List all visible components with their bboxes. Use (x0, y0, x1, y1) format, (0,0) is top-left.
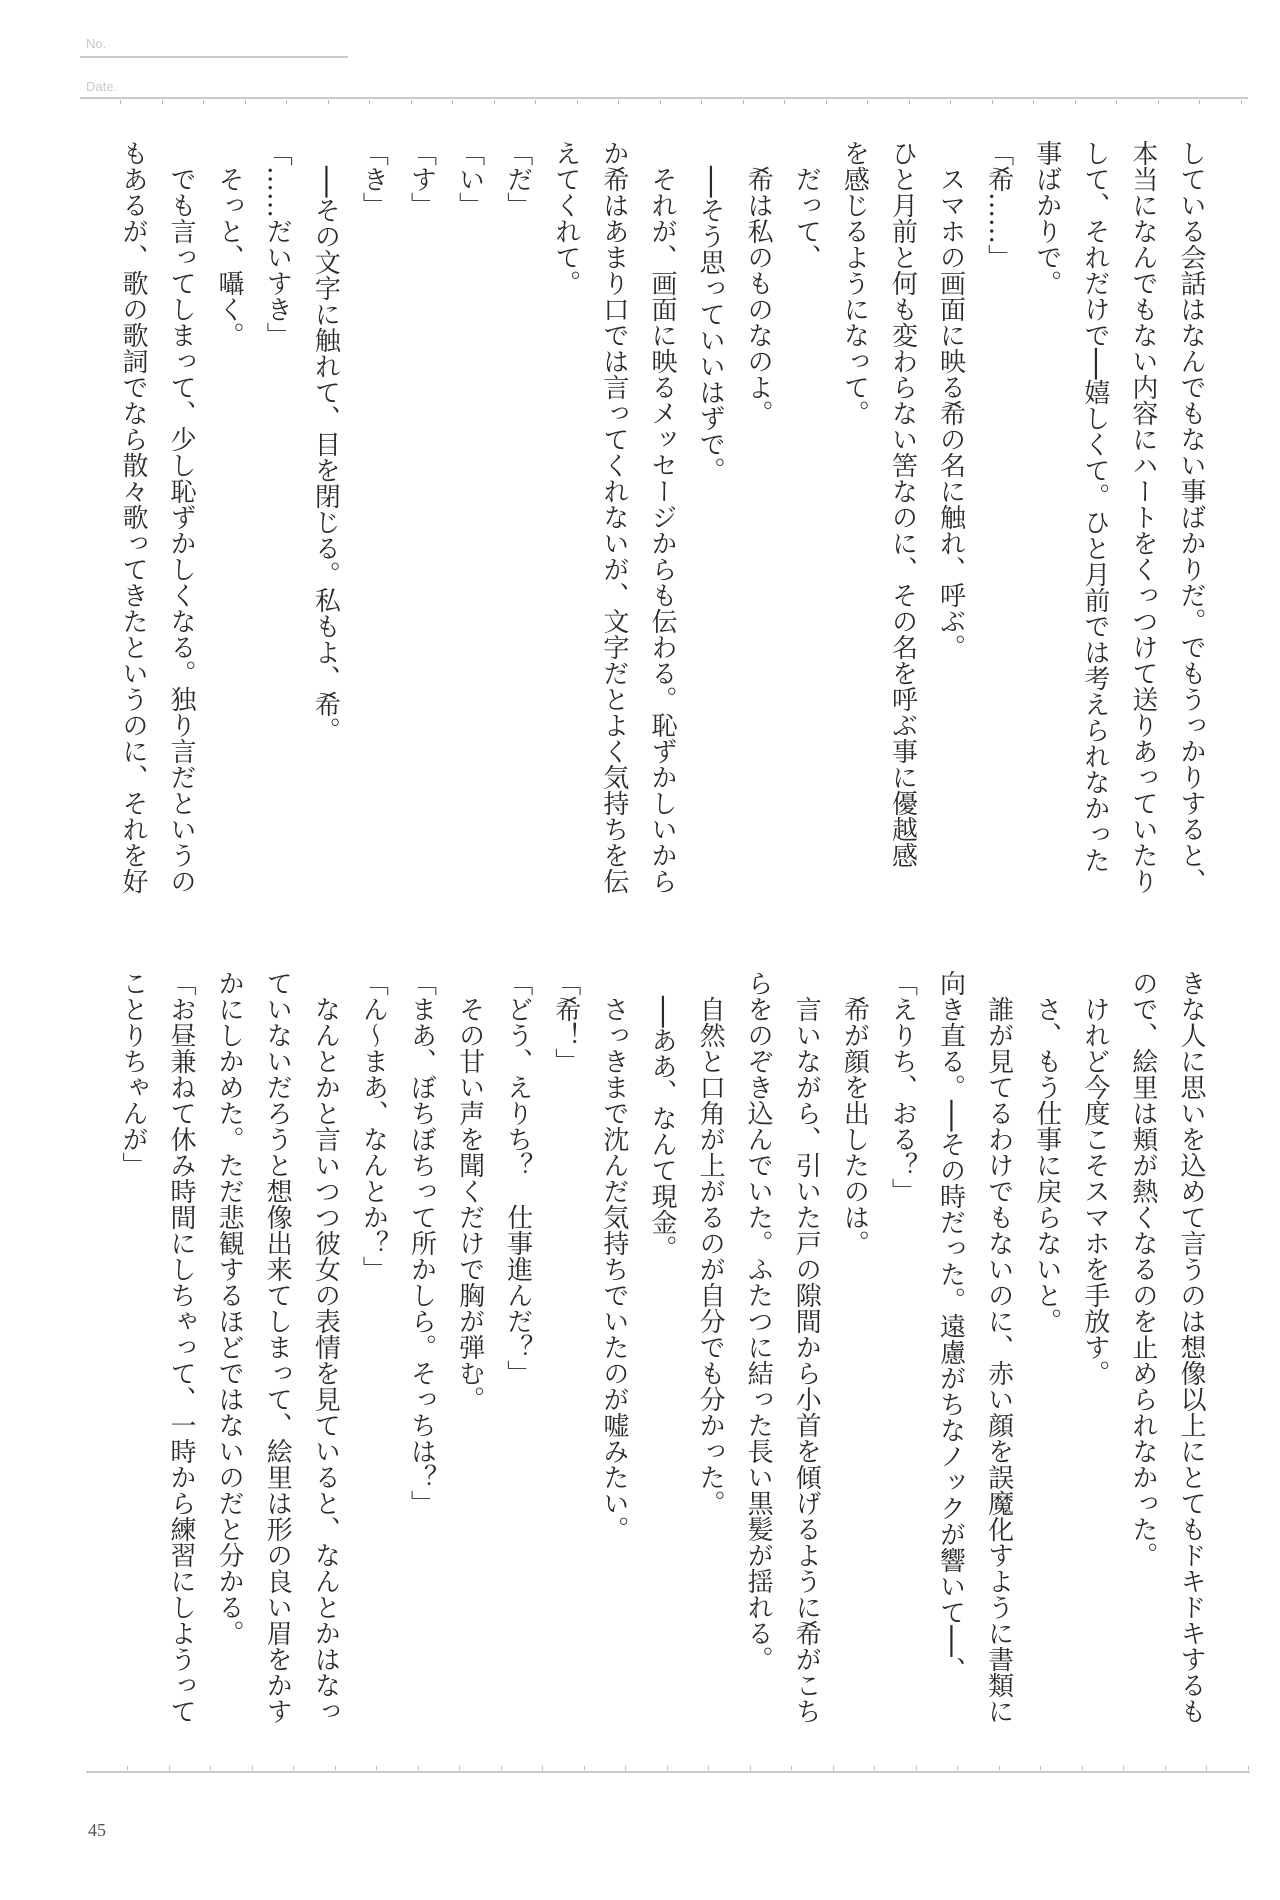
ruler-tick (245, 100, 246, 104)
ruler-tick (660, 100, 661, 104)
text-column: 「……だいすき」 (262, 140, 293, 348)
bottom-text-block (109, 970, 1215, 1730)
ruler-tick (418, 1766, 419, 1770)
text-column: ことりちゃんが」 (117, 970, 148, 1178)
text-column: でも言ってしまって、少し恥ずかしくなる。独り言だというの (166, 140, 197, 894)
bottom-ruler-line (86, 1771, 1250, 1773)
text-column: 「まあ、ぼちぼちって所かしら。そっちは？」 (406, 970, 437, 1516)
ruler-tick (203, 100, 204, 104)
text-column: 向き直る。──その時だった。遠慮がちなノックが響いて──、 (935, 970, 966, 1683)
ruler-tick (210, 1766, 211, 1770)
ruler-tick (1165, 1766, 1166, 1770)
date-label: Date. (86, 79, 118, 94)
ruler-tick (1241, 100, 1242, 104)
ruler-tick (909, 100, 910, 104)
top-ruler-line (80, 97, 1248, 99)
ruler-tick (452, 100, 453, 104)
text-column: か希はあまり口では言ってくれないが、文字だとよく気持ちを伝 (598, 140, 629, 894)
ruler-tick (743, 100, 744, 104)
text-column: 「す」 (406, 140, 437, 218)
ruler-tick (1248, 1766, 1249, 1770)
ruler-tick (328, 100, 329, 104)
ruler-tick (577, 100, 578, 104)
ruler-tick (535, 100, 536, 104)
ruler-tick (494, 100, 495, 104)
ruler-tick (784, 100, 785, 104)
ruler-tick (286, 100, 287, 104)
ruler-tick (162, 100, 163, 104)
no-field-line (80, 56, 348, 58)
top-text-block (109, 140, 1215, 900)
text-column: その甘い声を聞くだけで胸が弾む。 (454, 970, 485, 1412)
text-column: けれど今度こそスマホを手放す。 (1079, 970, 1110, 1386)
ruler-tick (501, 1766, 502, 1770)
ruler-tick (826, 100, 827, 104)
text-column: ──ああ、なんて現金。 (646, 970, 677, 1262)
ruler-tick (1033, 100, 1034, 104)
text-column: ひと月前と何も変わらない筈なのに、その名を呼ぶ事に優越感 (887, 140, 918, 868)
text-column: ていないだろうと想像出来てしまって、絵里は形の良い眉をかす (262, 970, 293, 1724)
text-column: そっと、囁く。 (214, 140, 245, 348)
text-column: 「希……」 (983, 140, 1014, 270)
text-column: らをのぞき込んでいた。ふたつに結った長い黒髪が揺れる。 (743, 970, 774, 1672)
ruler-tick (1082, 1766, 1083, 1770)
page-number: 45 (88, 1820, 106, 1840)
ruler-tick (1199, 100, 1200, 104)
text-column: 誰が見てるわけでもないのに、赤い顔を誤魔化すように書類に (983, 970, 1014, 1724)
text-column: 「だ」 (502, 140, 533, 218)
ruler-tick (701, 100, 702, 104)
ruler-tick (708, 1766, 709, 1770)
ruler-tick (1040, 1766, 1041, 1770)
ruler-tick (584, 1766, 585, 1770)
ruler-tick (293, 1766, 294, 1770)
text-column: 「い」 (454, 140, 485, 218)
text-column: 「どう、えりち？ 仕事進んだ？」 (502, 970, 533, 1386)
ruler-tick (957, 1766, 958, 1770)
text-column: 希は私のものなのよ。 (743, 140, 774, 426)
ruler-tick (750, 1766, 751, 1770)
no-label: No. (86, 36, 107, 51)
text-column: えてくれて。 (550, 140, 581, 296)
ruler-tick (1206, 1766, 1207, 1770)
ruler-tick (950, 100, 951, 104)
text-column: さっきまで沈んだ気持ちでいたのが嘘みたい。 (598, 970, 629, 1542)
text-column: ので、絵里は頬が熱くなるのを止められなかった。 (1127, 970, 1158, 1568)
text-column: して、それだけで──嬉しくて。ひと月前では考えられなかった (1079, 140, 1110, 874)
ruler-tick (1075, 100, 1076, 104)
ruler-tick (867, 100, 868, 104)
text-column: かにしかめた。ただ悲観するほどではないのだと分かる。 (214, 970, 245, 1646)
ruler-tick (1158, 100, 1159, 104)
ruler-tick (992, 100, 993, 104)
text-column: 本当になんでもない内容にハートをくっつけて送りあっていたり (1127, 140, 1158, 894)
text-column: 「お昼兼ねて休み時間にしちゃって、一時から練習にしようって (166, 970, 197, 1724)
text-column: だって、 (791, 140, 822, 270)
text-column: 「ん～まあ、なんとか？」 (358, 970, 389, 1282)
ruler-tick (459, 1766, 460, 1770)
text-column: 事ばかりで。 (1031, 140, 1062, 296)
ruler-tick (1123, 1766, 1124, 1770)
ruler-tick (127, 1766, 128, 1770)
text-column: している会話はなんでもない事ばかりだ。でもうっかりすると、 (1176, 140, 1206, 894)
text-column: ──その文字に触れて、目を閉じる。私もよ、希。 (310, 140, 341, 744)
ruler-tick (411, 100, 412, 104)
text-column: もあるが、歌の歌詞でなら散々歌ってきたというのに、それを好 (117, 140, 148, 894)
ruler-tick (376, 1766, 377, 1770)
ruler-tick (169, 1766, 170, 1770)
text-column: 「えりち、おる？」 (887, 970, 918, 1204)
text-column: それが、画面に映るメッセージからも伝わる。恥ずかしいから (646, 140, 677, 894)
text-column: 自然と口角が上がるのが自分でも分かった。 (695, 970, 726, 1516)
text-column: さ、もう仕事に戻らないと。 (1031, 970, 1062, 1334)
text-column: 言いながら、引いた戸の隙間から小首を傾げるように希がこち (791, 970, 822, 1724)
text-column: なんとかと言いつつ彼女の表情を見ていると、なんとかはなっ (310, 970, 341, 1724)
ruler-tick (369, 100, 370, 104)
text-column: 「希！」 (550, 970, 581, 1074)
ruler-tick (335, 1766, 336, 1770)
ruler-tick (252, 1766, 253, 1770)
ruler-tick (791, 1766, 792, 1770)
text-column: 「き」 (358, 140, 389, 218)
ruler-tick (667, 1766, 668, 1770)
ruler-tick (625, 1766, 626, 1770)
text-column: スマホの画面に映る希の名に触れ、呼ぶ。 (935, 140, 966, 660)
ruler-tick (833, 1766, 834, 1770)
ruler-tick (1116, 100, 1117, 104)
ruler-tick (542, 1766, 543, 1770)
text-column: 希が顔を出したのは。 (839, 970, 870, 1256)
ruler-tick (120, 100, 121, 104)
ruler-tick (999, 1766, 1000, 1770)
text-column: ──そう思っていいはずで。 (695, 140, 726, 484)
ruler-tick (916, 1766, 917, 1770)
text-column: を感じるようになって。 (839, 140, 870, 426)
text-column: きな人に思いを込めて言うのは想像以上にとてもドキドキするも (1176, 970, 1206, 1724)
ruler-tick (618, 100, 619, 104)
ruler-tick (874, 1766, 875, 1770)
